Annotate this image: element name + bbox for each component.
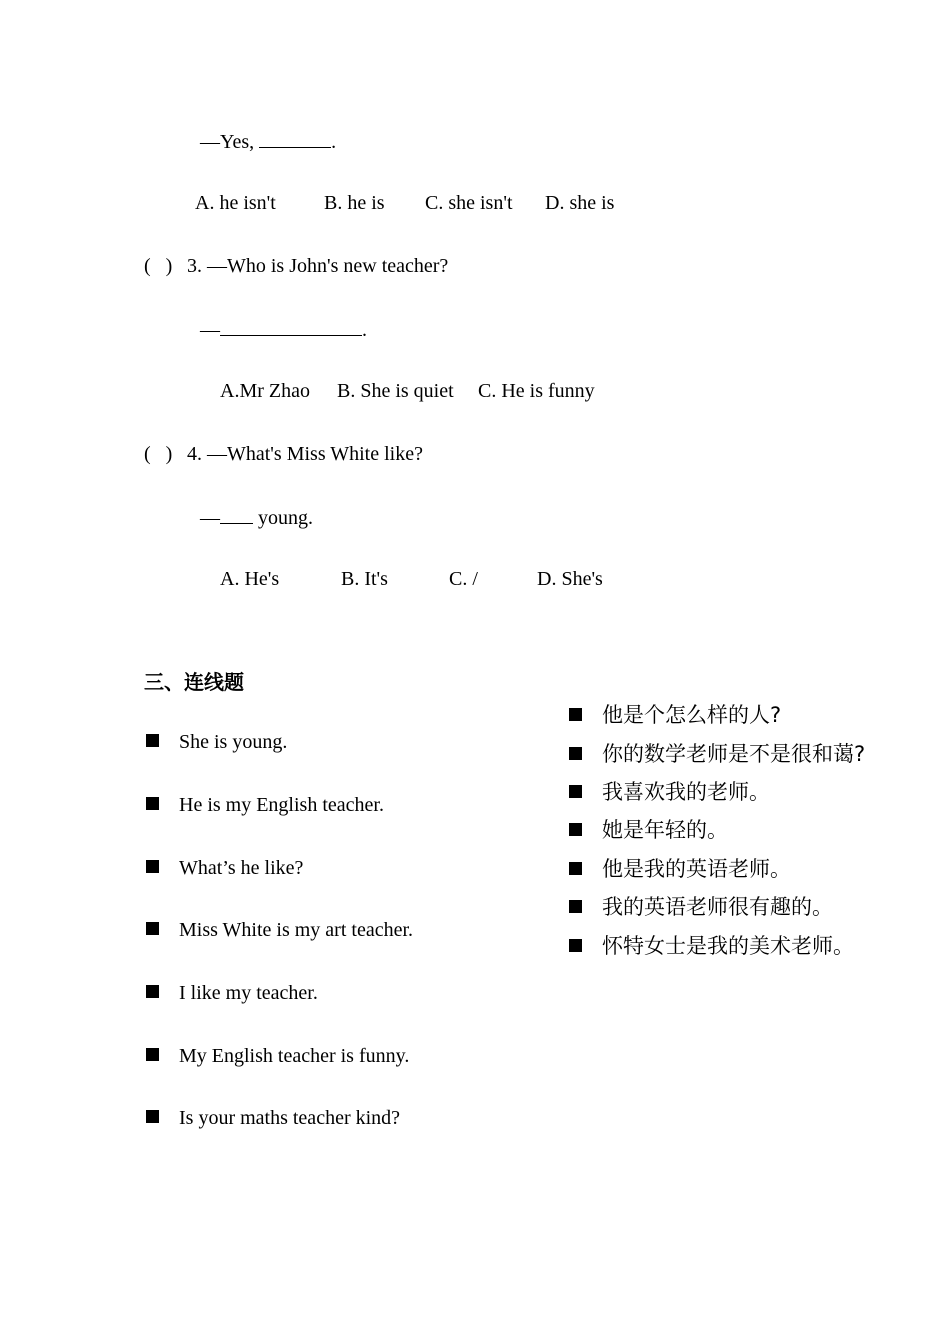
match-left-item-2[interactable] — [146, 793, 384, 817]
match-right-text: 怀特女士是我的美术老师。 — [602, 934, 854, 958]
q4-question: 4. —What's Miss White like? — [187, 443, 423, 465]
match-right-text: 她是年轻的。 — [602, 818, 728, 842]
q3-paren[interactable]: ( ) — [144, 255, 173, 277]
match-left-text: Miss White is my art teacher. — [179, 919, 414, 941]
bullet-icon — [569, 747, 582, 760]
match-right-item-4[interactable] — [569, 817, 728, 843]
q4-option-b: B. It's — [341, 568, 388, 590]
q3-answer-prefix: — — [200, 319, 220, 341]
bullet-icon — [146, 922, 159, 935]
match-right-text: 你的数学老师是不是很和蔼? — [602, 742, 866, 766]
q4-option-d: D. She's — [537, 568, 603, 590]
match-left-text: What’s he like? — [179, 857, 304, 879]
match-left-item-6[interactable] — [146, 1044, 409, 1068]
match-right-item-5[interactable] — [569, 856, 791, 882]
q4-answer-line — [200, 505, 313, 530]
match-left-item-4[interactable] — [146, 918, 413, 942]
bullet-icon — [569, 785, 582, 798]
q2-answer-prefix: —Yes, — [200, 131, 260, 153]
match-left-text: Is your maths teacher kind? — [179, 1107, 401, 1129]
match-right-item-2[interactable] — [569, 741, 865, 767]
match-right-text: 他是我的英语老师。 — [602, 857, 791, 881]
match-right-item-6[interactable] — [569, 894, 833, 920]
q4-paren[interactable]: ( ) — [144, 443, 173, 465]
section3-title: 三、连线题 — [144, 670, 244, 694]
q4-answer-suffix: young. — [253, 507, 313, 529]
bullet-icon — [569, 708, 582, 721]
match-left-item-3[interactable] — [146, 856, 303, 880]
q4-answer-prefix: — — [200, 507, 220, 529]
bullet-icon — [146, 985, 159, 998]
match-left-item-7[interactable] — [146, 1106, 400, 1130]
match-right-text: 他是个怎么样的人? — [602, 703, 782, 727]
bullet-icon — [146, 860, 159, 873]
q3-answer-suffix: . — [362, 319, 367, 341]
q2-answer-blank[interactable] — [259, 129, 331, 148]
match-right-item-1[interactable] — [569, 702, 781, 728]
match-right-text: 我的英语老师很有趣的。 — [602, 895, 833, 919]
bullet-icon — [146, 734, 159, 747]
q4-option-c: C. / — [449, 568, 478, 590]
bullet-icon — [146, 1110, 159, 1123]
q3-option-c: C. He is funny — [478, 380, 595, 402]
q2-option-a: A. he isn't — [195, 192, 276, 214]
match-left-text: She is young. — [179, 731, 288, 753]
q4-option-a: A. He's — [220, 568, 280, 590]
match-right-text: 我喜欢我的老师。 — [602, 780, 770, 804]
q3-answer-line — [200, 317, 367, 342]
q2-option-b: B. he is — [324, 192, 385, 214]
q2-option-c: C. she isn't — [425, 192, 513, 214]
match-left-text: My English teacher is funny. — [179, 1045, 410, 1067]
match-left-text: I like my teacher. — [179, 982, 318, 1004]
q3-question: 3. —Who is John's new teacher? — [187, 255, 449, 277]
match-right-item-3[interactable] — [569, 779, 770, 805]
match-right-item-7[interactable] — [569, 933, 854, 959]
q2-option-d: D. she is — [545, 192, 615, 214]
q3-option-a: A.Mr Zhao — [220, 380, 310, 402]
match-left-item-1[interactable] — [146, 730, 287, 754]
bullet-icon — [146, 797, 159, 810]
q3-answer-blank[interactable] — [220, 317, 362, 336]
bullet-icon — [569, 862, 582, 875]
q3-option-b: B. She is quiet — [337, 380, 454, 402]
bullet-icon — [569, 823, 582, 836]
q2-answer-suffix: . — [331, 131, 337, 153]
q4-answer-blank[interactable] — [220, 505, 253, 524]
match-left-text: He is my English teacher. — [179, 794, 384, 816]
match-left-item-5[interactable] — [146, 981, 318, 1005]
q2-answer-line — [200, 129, 336, 154]
bullet-icon — [569, 900, 582, 913]
bullet-icon — [569, 939, 582, 952]
bullet-icon — [146, 1048, 159, 1061]
